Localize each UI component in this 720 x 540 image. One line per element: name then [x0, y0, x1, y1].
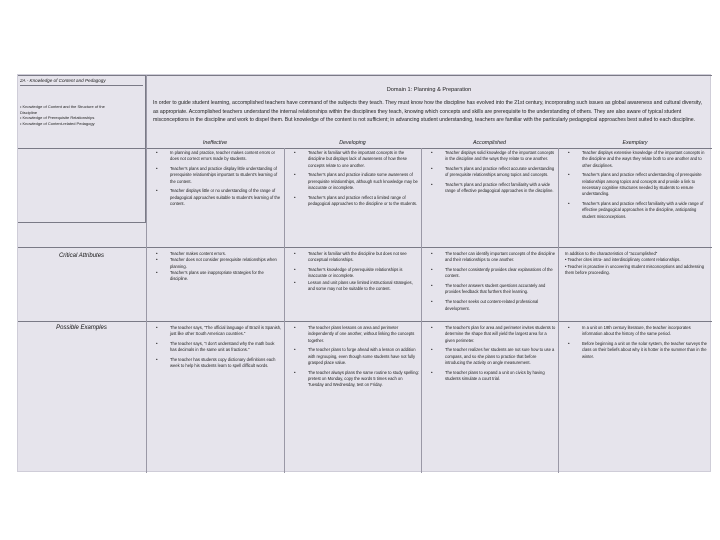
cell-r0-developing: • Teacher is familiar with the important concepts in the discipline but displays lack of awareness of how these concepts relate to one another. • Teacher's plans and practice indicate some awareness of prerequisite relationships, although such knowledge may be inaccurate or incomplete. • Teacher's plans and practice reflect a limited range of pedagogical approaches to the discipline or to the students.: [294, 150, 418, 207]
grid-line: [421, 148, 422, 473]
cell-r0-exemplary: • Teacher displays extensive knowledge of the important concepts in the discipline and the ways they relate both to one another and to other disciplines. • Teacher's plans and practice reflect understanding of prerequisite relationships among topics and concepts and provide a link to necessary cognitive structures needed by students to ensure understanding. • Teacher's plans and practice reflect familiarity with a wide range of effective pedagogical approaches in the discipline, anticipating student misconceptions.: [568, 150, 705, 219]
grid-line: [146, 75, 147, 473]
grid-line: [558, 148, 559, 473]
cell-r2-developing: • The teacher plans lessons on area and perimeter independently of one another, without linking the concepts together. • The teacher plans to forge ahead with a lesson on addition with regrouping, even though some students have not fully grasped place value. • The teacher always plans the same routine to study spelling: pretest on Monday, copy the words 5 times each on Tuesday and Wednesday, test on Friday.: [294, 325, 419, 388]
cell-r2-accomplished: • The teacher's plan for area and perimeter invites students to determine the shape that will yield the largest area for a given perimeter. • The teacher realizes her students are not sure how to use a compass, and so she plans to practice that before introducing the activity on angle measurement. • The teacher plans to expand a unit on civics by having students simulate a court trial.: [431, 325, 556, 382]
cell-r2-exemplary: • In a unit on 19th century literature, the teacher incorporates information about the history of the same period. • Before beginning a unit on the solar system, the teacher surveys the class on their beliefs about why it is hotter in the summer than in the winter.: [568, 325, 707, 359]
level-developing: Developing: [339, 140, 366, 146]
intro-paragraph: In order to guide student learning, accomplished teachers have command of the subjects they teach. They must know how the discipline has evolved into the 21st century, incorporating such issues as global awareness and cultural diversity, as appropriate. Accomplished teachers understand the internal relationships within the disciplines they teach, knowing which concepts and skills are prerequisite to the understanding of others. They are also aware of typical student misconceptions in the discipline and work to dispel them. But knowledge of the content is not sufficient; in advancing student understanding, teachers are familiar with the particularly pedagogical approaches best suited to each discipline.: [153, 100, 703, 124]
domain-item: • Knowledge of Content and the Structure of the: [20, 104, 105, 109]
cell-r1-developing: • Teacher is familiar with the discipline but does not see conceptual relationships. • Teacher's knowledge of prerequisite relationships is inaccurate or incomplete. • Lesson and unit plans use limited instructional strategies, and some may not be suitable to the content.: [294, 251, 413, 291]
grid-line: [18, 247, 712, 248]
cell-r0-ineffective: • In planning and practice, teacher makes content errors or does not correct errors made by students. • Teacher's plans and practice display little understanding of prerequisite relationships important to student's learning of the content. • Teacher displays little or no understanding of the range of pedagogical approaches suitable to student's learning of the content.: [156, 150, 281, 207]
row-title-critical-attributes: Critical Attributes: [58, 253, 105, 259]
cell-r2-ineffective: • The teacher says, "The official language of Brazil is Spanish, just like other South American countries." • The teacher says, "I don't understand why the math book has decimals in the same unit as fractions." • The teacher has students copy dictionary definitions each week to help his students learn to spell difficult words.: [156, 325, 282, 369]
cell-r0-accomplished: • Teacher displays solid knowledge of the important concepts in the discipline and the ways they relate to one another. • Teacher's plans and practice reflect accurate understanding of prerequisite relationships among topics and concepts. • Teacher's plans and practice reflect familiarity with a wide range of effective pedagogical approaches in the discipline.: [431, 150, 555, 194]
grid-line: [18, 321, 712, 322]
level-exemplary: Exemplary: [622, 140, 648, 146]
domain-item: • Knowledge of Prerequisite Relationships: [20, 115, 95, 120]
grid-line: [18, 148, 712, 149]
component-title: Domain 1: Planning & Preparation: [386, 87, 472, 93]
level-ineffective: Ineffective: [202, 140, 228, 146]
cell-r1-ineffective: • Teacher makes content errors. • Teacher does not consider prerequisite relationships when planning. • Teacher's plans use inappropriate strategies for the discipline.: [156, 251, 277, 282]
grid-line: [284, 148, 285, 473]
grid-line: [18, 75, 712, 76]
domain-item: Discipline: [20, 109, 38, 115]
domain-item: • Knowledge of Content-related Pedagogy: [20, 120, 95, 126]
level-accomplished: Accomplished: [473, 140, 506, 146]
domain-box: [18, 75, 146, 223]
rubric-slide: [17, 74, 711, 472]
domain-title: 2A - Knowledge of Content and Pedagogy: [20, 78, 143, 86]
row-title-possible-examples: Possible Examples: [56, 325, 107, 331]
cell-r1-accomplished: • The teacher can identify important concepts of the discipline and their relationships to one another. • The teacher consistently provides clear explanations of the content. • The teacher answers student questions accurately and provides feedback that furthers their learning. • The teacher seeks out content-related professional development.: [431, 251, 556, 311]
cell-r1-exemplary: In addition to the characteristics of "accomplished" • Teacher cites intra- and interdisciplinary content relationships. • Teacher is proactive in uncovering student misconceptions and addressing them before proceeding.: [565, 251, 705, 275]
